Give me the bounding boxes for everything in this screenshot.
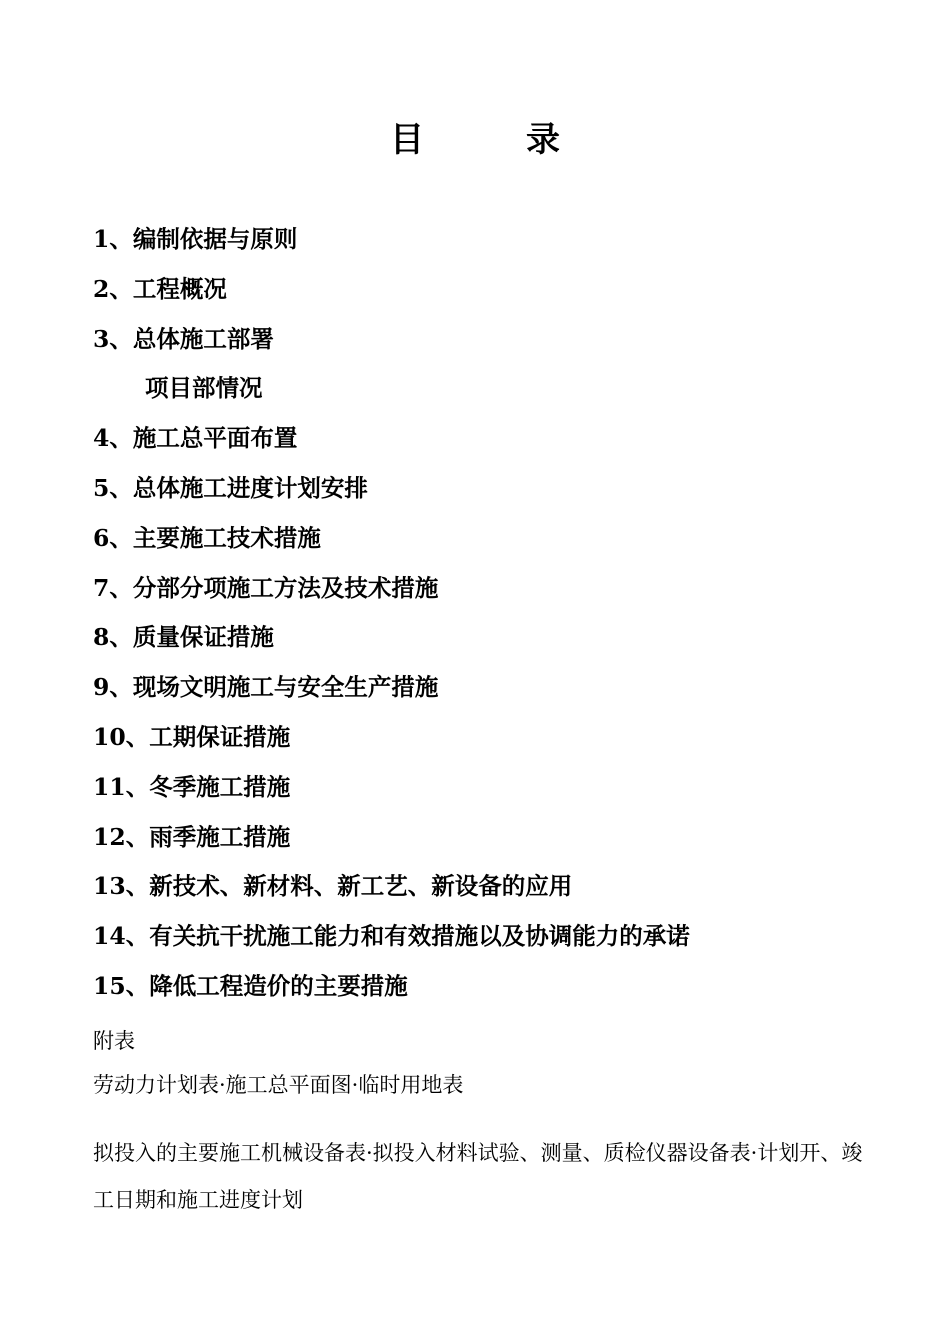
toc-item: 9、现场文明施工与安全生产措施 — [93, 673, 439, 702]
toc-item: 10、工期保证措施 — [93, 722, 291, 751]
appendix-list-paragraph: 拟投入的主要施工机械设备表·拟投入材料试验、测量、质检仪器设备表·计划开、竣工日期和施工进度计划 — [93, 1141, 863, 1212]
toc-item: 13、新技术、新材料、新工艺、新设备的应用 — [93, 872, 573, 901]
appendix-label: 附表 — [93, 1029, 135, 1053]
toc-item: 11、冬季施工措施 — [93, 772, 291, 801]
toc-item: 2、工程概况 — [93, 274, 227, 303]
page-title: 目 录 — [390, 120, 560, 160]
toc-subitem: 项目部情况 — [145, 374, 263, 403]
toc-item: 7、分部分项施工方法及技术措施 — [93, 573, 439, 602]
toc-item: 8、质量保证措施 — [93, 623, 274, 652]
toc-item: 4、施工总平面布置 — [93, 424, 298, 453]
toc-item: 15、降低工程造价的主要措施 — [93, 971, 408, 1000]
toc-item: 3、总体施工部署 — [93, 324, 274, 353]
toc-item: 6、主要施工技术措施 — [93, 523, 321, 552]
toc-item: 12、雨季施工措施 — [93, 822, 291, 851]
table-of-contents — [93, 214, 913, 1011]
toc-item: 5、总体施工进度计划安排 — [93, 473, 368, 502]
toc-item: 14、有关抗干扰施工能力和有效措施以及协调能力的承诺 — [93, 922, 690, 951]
toc-item: 1、编制依据与原则 — [93, 225, 298, 253]
appendix-list-line: 劳动力计划表·施工总平面图·临时用地表 — [93, 1073, 464, 1097]
